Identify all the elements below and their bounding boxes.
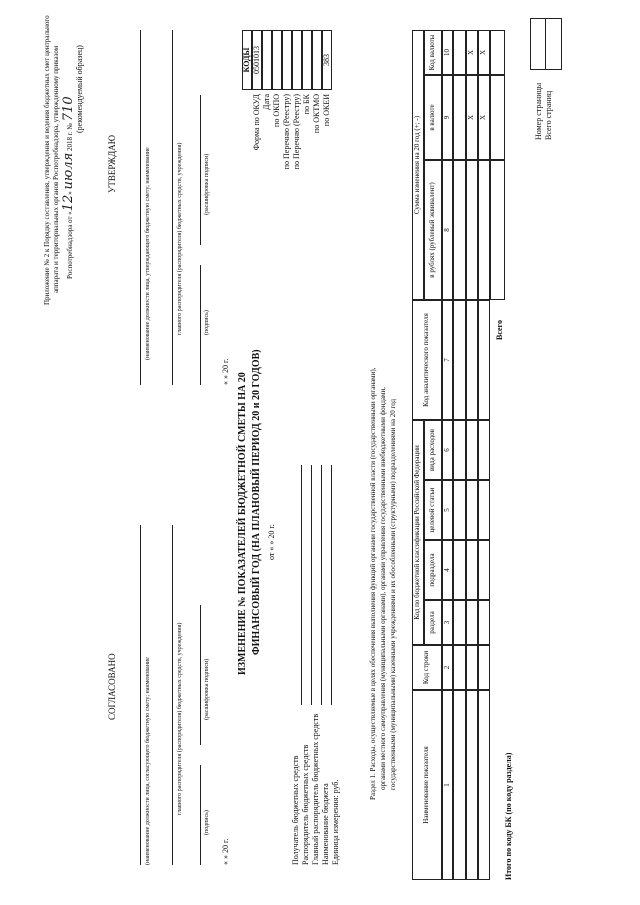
code-row-label: по ОКТМО — [312, 94, 321, 134]
table-cell — [453, 75, 466, 160]
total-pages-label: Всего страниц — [544, 90, 553, 140]
approve-hint-position: (наименование должности лица, утверждающего бюджетную смету; наименование — [145, 147, 151, 360]
table-cell — [453, 420, 466, 480]
table-cell — [466, 690, 478, 880]
th-section: раздела — [424, 600, 442, 645]
approve-signature-line — [200, 265, 201, 385]
column-number: 10 — [442, 30, 453, 75]
code-row-label: Дата — [262, 94, 271, 110]
subtotal-label: Итого по коду БК (по коду раздела) — [504, 752, 513, 880]
table-cell — [466, 420, 478, 480]
code-row-label: по Перечню (Реестру) — [292, 94, 301, 170]
left-field-line — [321, 465, 322, 705]
th-currency-code: Код валюты — [424, 30, 442, 75]
recommended-sample: (рекомендуемый образец) — [75, 45, 84, 133]
th-name: Наименование показателя — [412, 690, 442, 880]
total-rub-cell — [490, 160, 505, 300]
approve-hint-org: главного распорядителя (распорядителя) бюджетных средств, учреждения) — [177, 142, 183, 335]
th-sum: Сумма изменения на 20 год (+; -) — [412, 30, 424, 300]
code-row-value — [272, 30, 282, 90]
total-label: Всего — [495, 320, 504, 340]
document-date: от « » 20 г. — [267, 524, 276, 560]
left-field-line — [301, 465, 302, 705]
table-cell — [453, 540, 466, 600]
table-cell — [466, 645, 478, 690]
th-target: целевой статьи — [424, 480, 442, 540]
left-field-label: Получатель бюджетных средств — [291, 755, 300, 865]
th-kbk: Код по бюджетной классификации Российской Федерации — [412, 420, 424, 645]
left-field-label: Единица измерения: руб. — [331, 779, 340, 865]
section-line-2: органами местного самоуправления (муниципальными органами), органами управления государственными внебюджетными фондами, — [379, 387, 387, 790]
column-number: 4 — [442, 540, 453, 600]
column-number: 7 — [442, 300, 453, 420]
page-number-label: Номер страницы — [534, 82, 543, 140]
table-cell — [478, 645, 490, 690]
th-expense: вида расходов — [424, 420, 442, 480]
code-row-label: по БК — [302, 94, 311, 115]
th-subsection: подраздела — [424, 540, 442, 600]
table-cell — [466, 600, 478, 645]
table-cell — [453, 30, 466, 75]
code-row-label: по ОКПО — [272, 94, 281, 127]
table-cell — [478, 600, 490, 645]
th-code-row: Код строки — [412, 645, 442, 690]
approve-date: « » 20 г. — [221, 358, 230, 385]
appendix-line-1: Приложение № 2 к Порядку составления, утверждения и ведения бюджетных смет центрального — [43, 15, 51, 305]
table-cell — [466, 160, 478, 300]
table-cell — [478, 160, 490, 300]
agreed-hint-decode: (расшифровка подписи) — [204, 658, 210, 720]
code-row-value — [282, 30, 292, 90]
section-line-1: Раздел 1. Расходы, осуществляемые в целях обеспечения выполнения функций органами государственной власти (государственными органами), — [369, 367, 377, 800]
approve-position-line — [140, 30, 141, 385]
page-number-box — [530, 18, 562, 70]
table-cell: X — [478, 30, 490, 75]
column-number: 3 — [442, 600, 453, 645]
table-cell — [478, 420, 490, 480]
agreed-hint-signature: (подпись) — [204, 810, 210, 835]
table-cell: X — [466, 30, 478, 75]
column-number: 2 — [442, 645, 453, 690]
table-cell — [478, 540, 490, 600]
table-cell — [466, 480, 478, 540]
table-cell — [453, 300, 466, 420]
section-line-3: государственными (муниципальными) казенными учреждениями и их обособленными (структурными) подразделениями на 20 год — [389, 398, 397, 790]
table-cell — [453, 600, 466, 645]
agreed-hint-position: (наименование должности лица, согласующего бюджетную смету; наименование — [145, 657, 151, 865]
appendix-date-month: июля — [61, 152, 76, 190]
approve-decode-line — [200, 95, 201, 245]
agreed-position-line — [140, 525, 141, 865]
agreed-decode-line — [200, 605, 201, 745]
document-title-line2: ФИНАНСОВЫЙ ГОД (НА ПЛАНОВЫЙ ПЕРИОД 20 и 20 ГОДОВ) — [251, 349, 262, 655]
total-currency-code-cell — [490, 30, 505, 75]
th-currency: в валюте — [424, 75, 442, 160]
code-row-label: по ОКЕИ — [322, 94, 331, 127]
agreed-org-line — [172, 525, 173, 865]
left-field-line — [331, 465, 332, 705]
code-row-label: Форма по ОКУД — [252, 94, 261, 151]
table-cell — [453, 645, 466, 690]
table-cell — [478, 690, 490, 880]
table-cell: X — [478, 75, 490, 160]
code-row-value: 0501013 — [252, 30, 262, 90]
document-title-line1: ИЗМЕНЕНИЕ № ПОКАЗАТЕЛЕЙ БЮДЖЕТНОЙ СМЕТЫ НА 20 — [237, 372, 248, 675]
table-cell — [453, 160, 466, 300]
code-row-label: по Перечню (Реестру) — [282, 94, 291, 170]
table-cell — [466, 540, 478, 600]
left-field-label: Распорядитель бюджетных средств — [301, 744, 310, 865]
total-currency-cell — [490, 75, 505, 160]
table-cell — [466, 300, 478, 420]
column-number: 5 — [442, 480, 453, 540]
code-row-value — [292, 30, 302, 90]
appendix-date-year: 2018 г. № — [66, 122, 74, 151]
th-rub: в рублях (рублевый эквивалент) — [424, 160, 442, 300]
agreed-signature-line — [200, 765, 201, 865]
table-cell — [453, 480, 466, 540]
page-number-box-divider — [545, 18, 546, 70]
codes-header: КОДЫ — [242, 30, 252, 90]
left-field-label: Главный распорядитель бюджетных средств — [311, 713, 320, 865]
code-row-value: 383 — [322, 30, 332, 90]
table-cell — [453, 690, 466, 880]
appendix-line-2: аппарата и территориальных органов Роспотребнадзора, утвержденному приказом — [52, 45, 60, 293]
code-row-value — [312, 30, 322, 90]
left-field-label: Наименование бюджета — [321, 783, 330, 865]
appendix-prefix: Роспотребнадзора от « — [66, 211, 74, 279]
code-row-value — [302, 30, 312, 90]
appendix-date-day: 12 — [61, 194, 76, 212]
left-field-line — [311, 465, 312, 705]
agreed-title: СОГЛАСОВАНО — [107, 653, 117, 720]
agreed-date: « » 20 г. — [221, 838, 230, 865]
table-cell — [478, 300, 490, 420]
approve-hint-signature: (подпись) — [204, 310, 210, 335]
code-row-value — [262, 30, 272, 90]
approve-title: УТВЕРЖДАЮ — [107, 134, 117, 193]
column-number: 6 — [442, 420, 453, 480]
column-number: 1 — [442, 690, 453, 880]
th-analytic: Код аналитического показателя — [412, 300, 442, 420]
table-cell: X — [466, 75, 478, 160]
appendix-line-3: Роспотребнадзора от «12» июля 2018 г. № 710 — [61, 96, 76, 279]
table-cell — [478, 480, 490, 540]
approve-hint-decode: (расшифровка подписи) — [204, 153, 210, 215]
appendix-number: 710 — [61, 96, 76, 122]
column-number: 8 — [442, 160, 453, 300]
agreed-hint-org: главного распорядителя (распорядителя) бюджетных средств, учреждения) — [177, 622, 183, 815]
column-number: 9 — [442, 75, 453, 160]
approve-org-line — [172, 30, 173, 385]
